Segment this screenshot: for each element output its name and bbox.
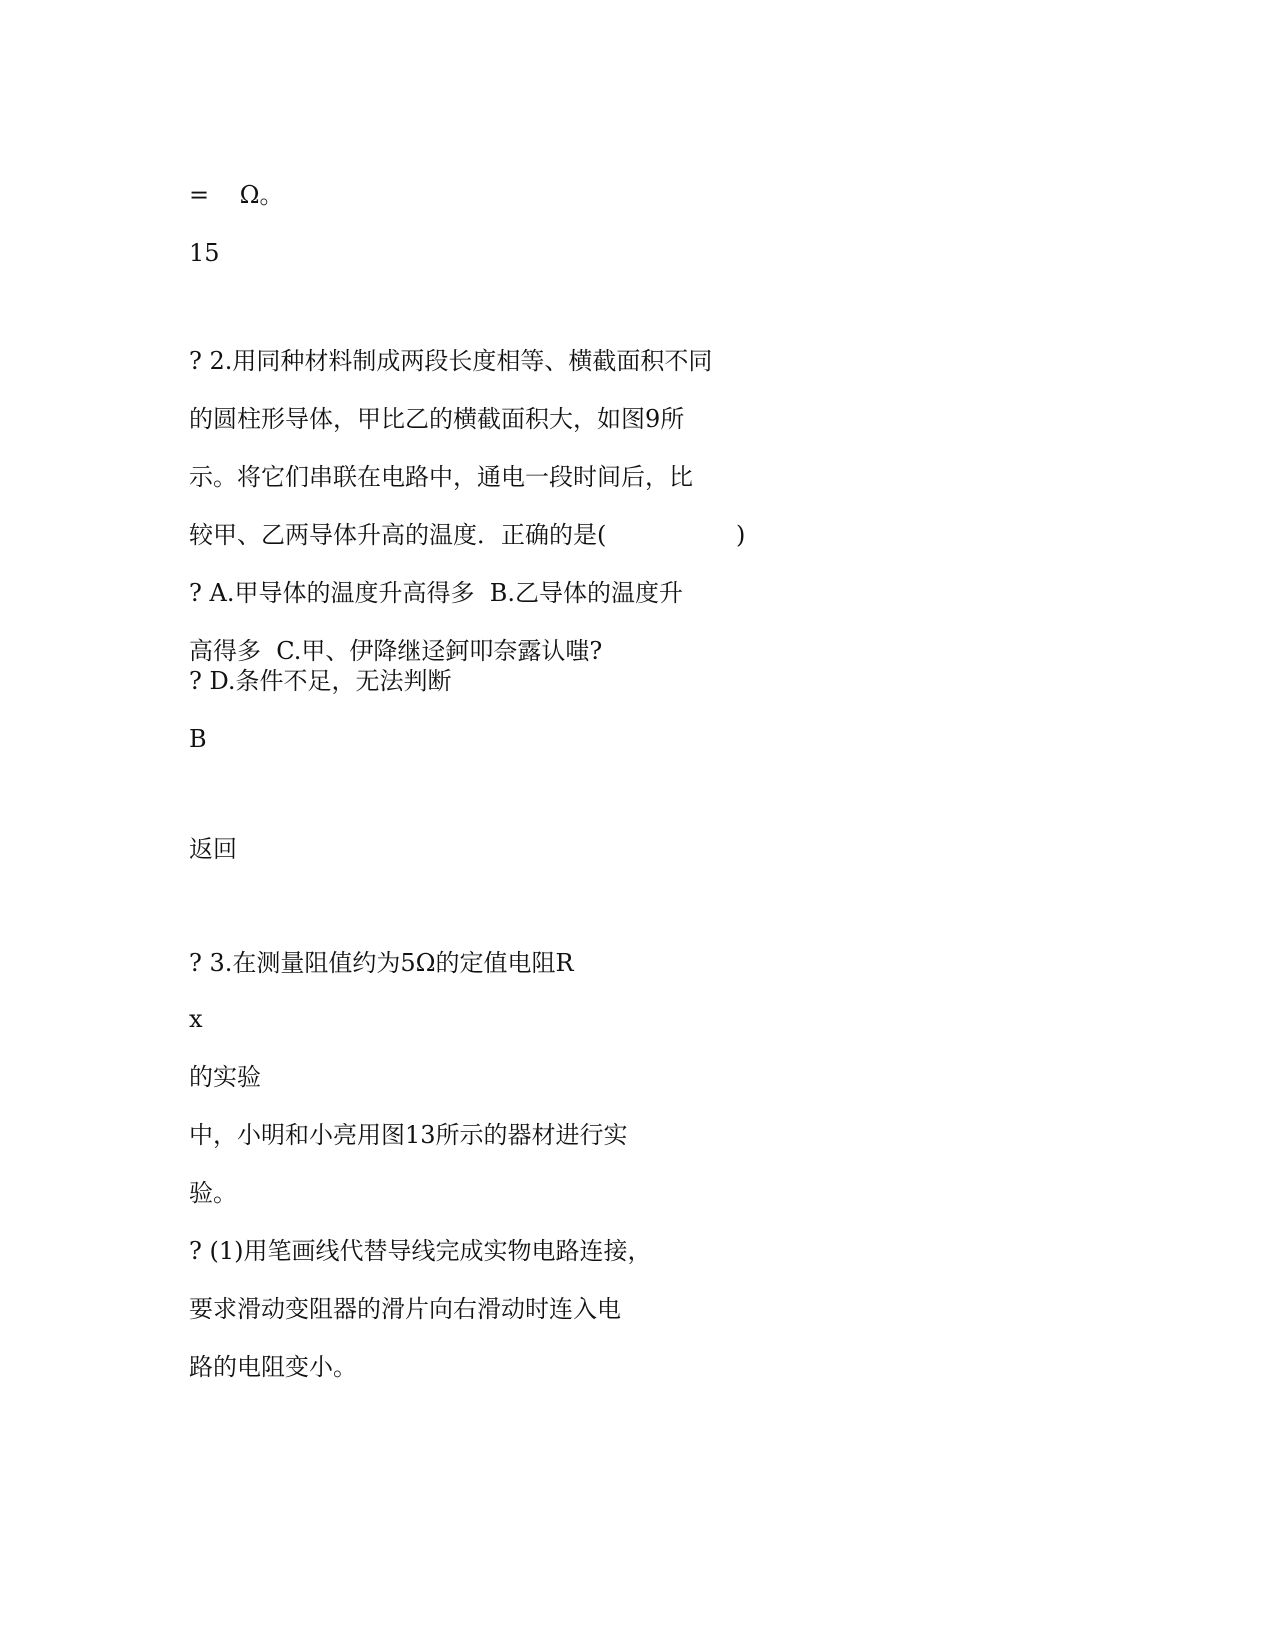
question-2-line-3: 示。将它们串联在电路中，通电一段时间后，比 [189, 463, 693, 491]
question-2-line-2: 的圆柱形导体，甲比乙的横截面积大，如图9所 [189, 405, 685, 433]
question-3-subscript-x: x [189, 1005, 203, 1033]
back-link[interactable]: 返回 [189, 835, 237, 863]
question-2-line-1: ? 2.用同种材料制成两段长度相等、横截面积不同 [189, 347, 713, 375]
question-3-part-1-line-1: ? (1)用笔画线代替导线完成实物电路连接， [189, 1237, 652, 1265]
question-2-option-c: 高得多 C.甲、伊降继迳鈳叩奈露认嗤? [189, 637, 603, 665]
question-2-option-a: ? A.甲导体的温度升高得多 B.乙导体的温度升 [189, 579, 683, 607]
question-3-line-4: 验。 [189, 1179, 237, 1207]
question-3-part-1-line-3: 路的电阻变小。 [189, 1353, 357, 1381]
question-2-line-4: 较甲、乙两导体升高的温度．正确的是( ) [189, 521, 746, 549]
question-2-option-d: ? D.条件不足，无法判断 [189, 667, 452, 695]
question-3-line-1: ? 3.在测量阻值约为5Ω的定值电阻R [189, 949, 574, 977]
text-line-answer-15: 15 [189, 239, 220, 267]
text-line-omega: = Ω。 [189, 181, 284, 209]
question-3-line-2: 的实验 [189, 1063, 261, 1091]
question-3-part-1-line-2: 要求滑动变阻器的滑片向右滑动时连入电 [189, 1295, 621, 1323]
question-3-line-3: 中，小明和小亮用图13所示的器材进行实 [189, 1121, 628, 1149]
question-2-answer: B [189, 725, 207, 753]
